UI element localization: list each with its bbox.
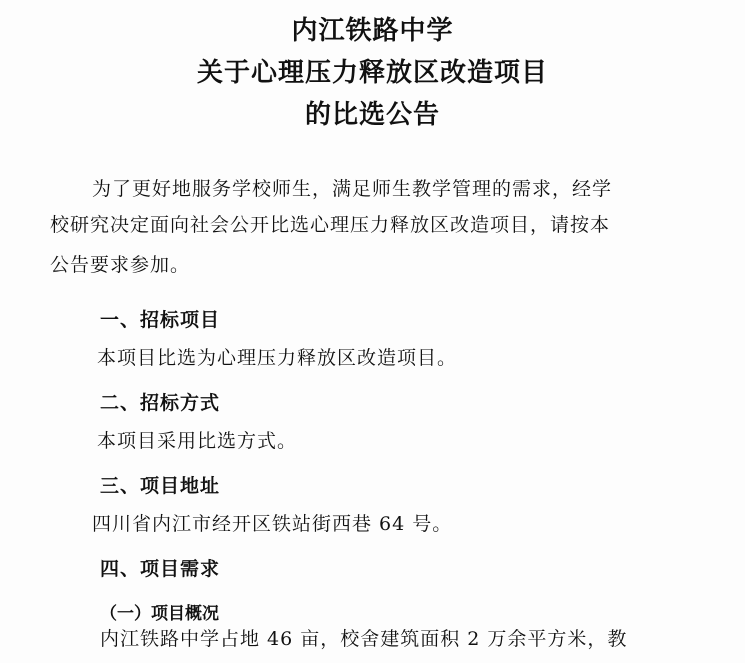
section-body-project-overview: 内江铁路中学占地 46 亩，校舍建筑面积 2 万余平方米，教 [100,628,628,650]
document-title-line-1: 内江铁路中学 [291,16,454,46]
section-heading-project-requirements: 四、项目需求 [100,558,221,580]
intro-paragraph-line-3: 公告要求参加。 [50,254,191,276]
section-heading-bidding-project: 一、招标项目 [100,309,221,331]
document-title-line-2: 关于心理压力释放区改造项目 [196,58,548,88]
intro-paragraph-line-1: 为了更好地服务学校师生，满足师生教学管理的需求，经学 [92,178,613,200]
intro-paragraph-line-2: 校研究决定面向社会公开比选心理压力释放区改造项目，请按本 [50,214,611,236]
section-body-bidding-method: 本项目采用比选方式。 [97,430,298,452]
section-heading-bidding-method: 二、招标方式 [100,392,221,414]
subsection-heading-project-overview: （一）项目概况 [100,604,219,624]
section-body-project-address: 四川省内江市经开区铁站街西巷 64 号。 [92,513,453,535]
section-heading-project-address: 三、项目地址 [100,475,221,497]
section-body-bidding-project: 本项目比选为心理压力释放区改造项目。 [97,347,458,369]
document-title-line-3: 的比选公告 [304,100,440,130]
